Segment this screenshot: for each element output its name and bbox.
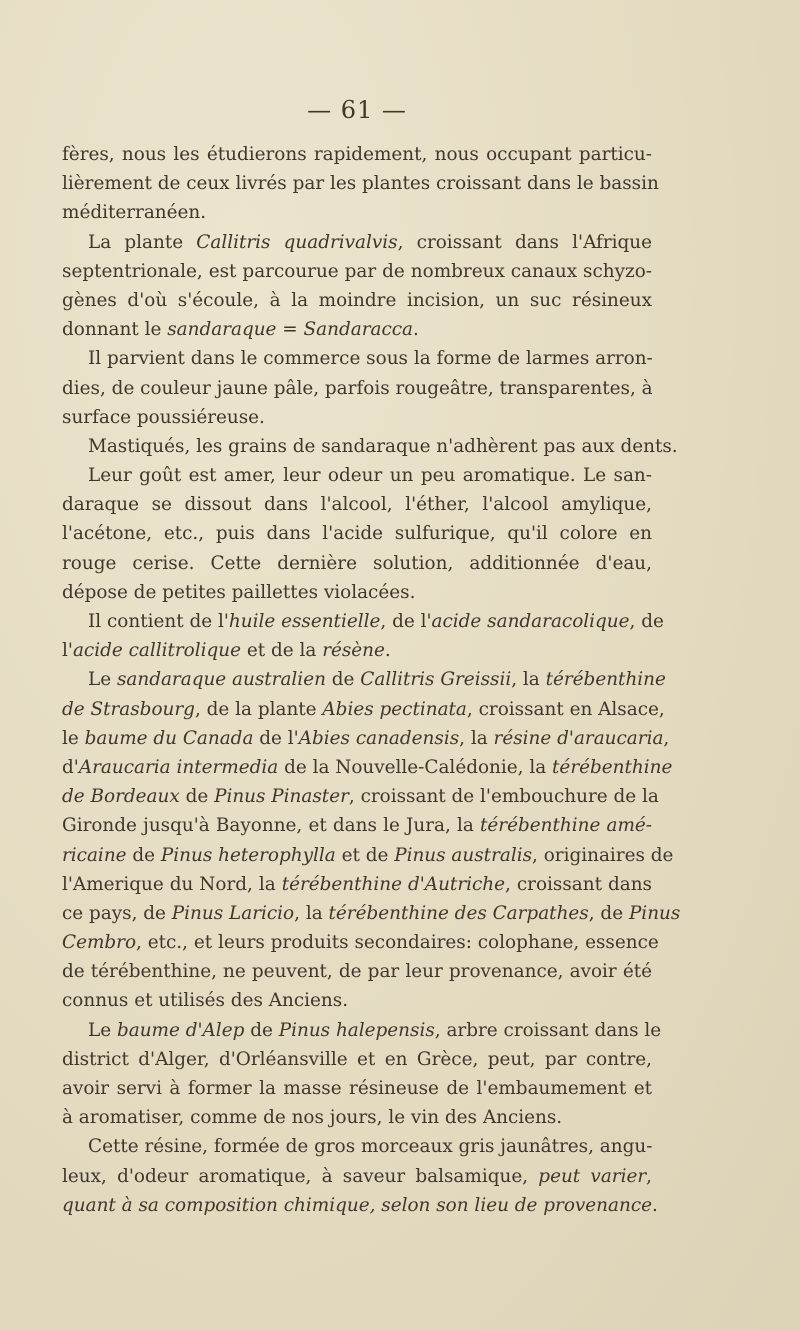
text-line: La plante Callitris quadrivalvis, croissant dans l'Afrique (88, 231, 653, 253)
text-line: septentrionale, est parcourue par de nombreux canaux schyzo- (62, 260, 652, 282)
text-line: leux, d'odeur aromatique, à saveur balsamique, peut varier, (62, 1165, 652, 1187)
body-text (62, 140, 681, 1220)
page-number: — 61 — (307, 96, 407, 124)
text-line: l'acide callitrolique et de la résène. (62, 640, 391, 662)
text-line: quant à sa composition chimique, selon son lieu de provenance. (62, 1194, 658, 1216)
text-line: district d'Alger, d'Orléansville et en Grèce, peut, par contre, (62, 1048, 652, 1070)
text-line: lièrement de ceux livrés par les plantes croissant dans le bassin (62, 173, 659, 195)
text-line: d'Araucaria intermedia de la Nouvelle-Calédonie, la térébenthine (62, 756, 673, 778)
text-line: surface poussiéreuse. (62, 406, 265, 428)
text-line: ricaine de Pinus heterophylla et de Pinus australis, originaires de (62, 844, 674, 866)
text-line: l'acétone, etc., puis dans l'acide sulfurique, qu'il colore en (62, 523, 652, 545)
text-line: dépose de petites paillettes violacées. (62, 581, 416, 603)
text-line: Il contient de l'huile essentielle, de l'acide sandaracolique, de (88, 611, 664, 632)
text-line: ce pays, de Pinus Laricio, la térébenthine des Carpathes, de Pinus (62, 902, 681, 924)
text-line: rouge cerise. Cette dernière solution, additionnée d'eau, (62, 552, 652, 574)
text-line: daraque se dissout dans l'alcool, l'éther, l'alcool amylique, (62, 494, 652, 516)
text-line: Leur goût est amer, leur odeur un peu aromatique. Le san- (88, 465, 652, 487)
text-line: le baume du Canada de l'Abies canadensis, la résine d'araucaria, (62, 727, 670, 749)
text-line: gènes d'où s'écoule, à la moindre incision, un suc résineux (62, 289, 652, 311)
text-line: Mastiqués, les grains de sandaraque n'adhèrent pas aux dents. (88, 435, 678, 457)
text-line: de Strasbourg, de la plante Abies pectinata, croissant en Alsace, (62, 698, 665, 720)
text-line: dies, de couleur jaune pâle, parfois rougeâtre, transparentes, à (62, 377, 653, 399)
text-line: Cembro, etc., et leurs produits secondaires: colophane, essence (62, 932, 659, 954)
text-line: de térébenthine, ne peuvent, de par leur provenance, avoir été (62, 961, 652, 983)
text-line: Cette résine, formée de gros morceaux gris jaunâtres, angu- (88, 1136, 653, 1158)
text-line: Le sandaraque australien de Callitris Greissii, la térébenthine (88, 669, 666, 691)
text-line: méditerranéen. (62, 202, 207, 224)
text-line: de Bordeaux de Pinus Pinaster, croissant de l'embouchure de la (62, 786, 659, 808)
text-line: l'Amerique du Nord, la térébenthine d'Autriche, croissant dans (62, 873, 652, 895)
text-line: avoir servi à former la masse résineuse de l'embaumement et (62, 1078, 652, 1099)
text-line: donnant le sandaraque = Sandaracca. (62, 319, 419, 341)
text-line: à aromatiser, comme de nos jours, le vin des Anciens. (62, 1107, 563, 1129)
text-line: Gironde jusqu'à Bayonne, et dans le Jura, la térébenthine amé- (62, 815, 652, 837)
text-line: fères, nous les étudierons rapidement, nous occupant particu- (62, 144, 652, 165)
text-line: Il parvient dans le commerce sous la forme de larmes arron- (88, 348, 653, 370)
text-line: Le baume d'Alep de Pinus halepensis, arbre croissant dans le (88, 1019, 662, 1041)
text-line: connus et utilisés des Anciens. (62, 990, 349, 1012)
